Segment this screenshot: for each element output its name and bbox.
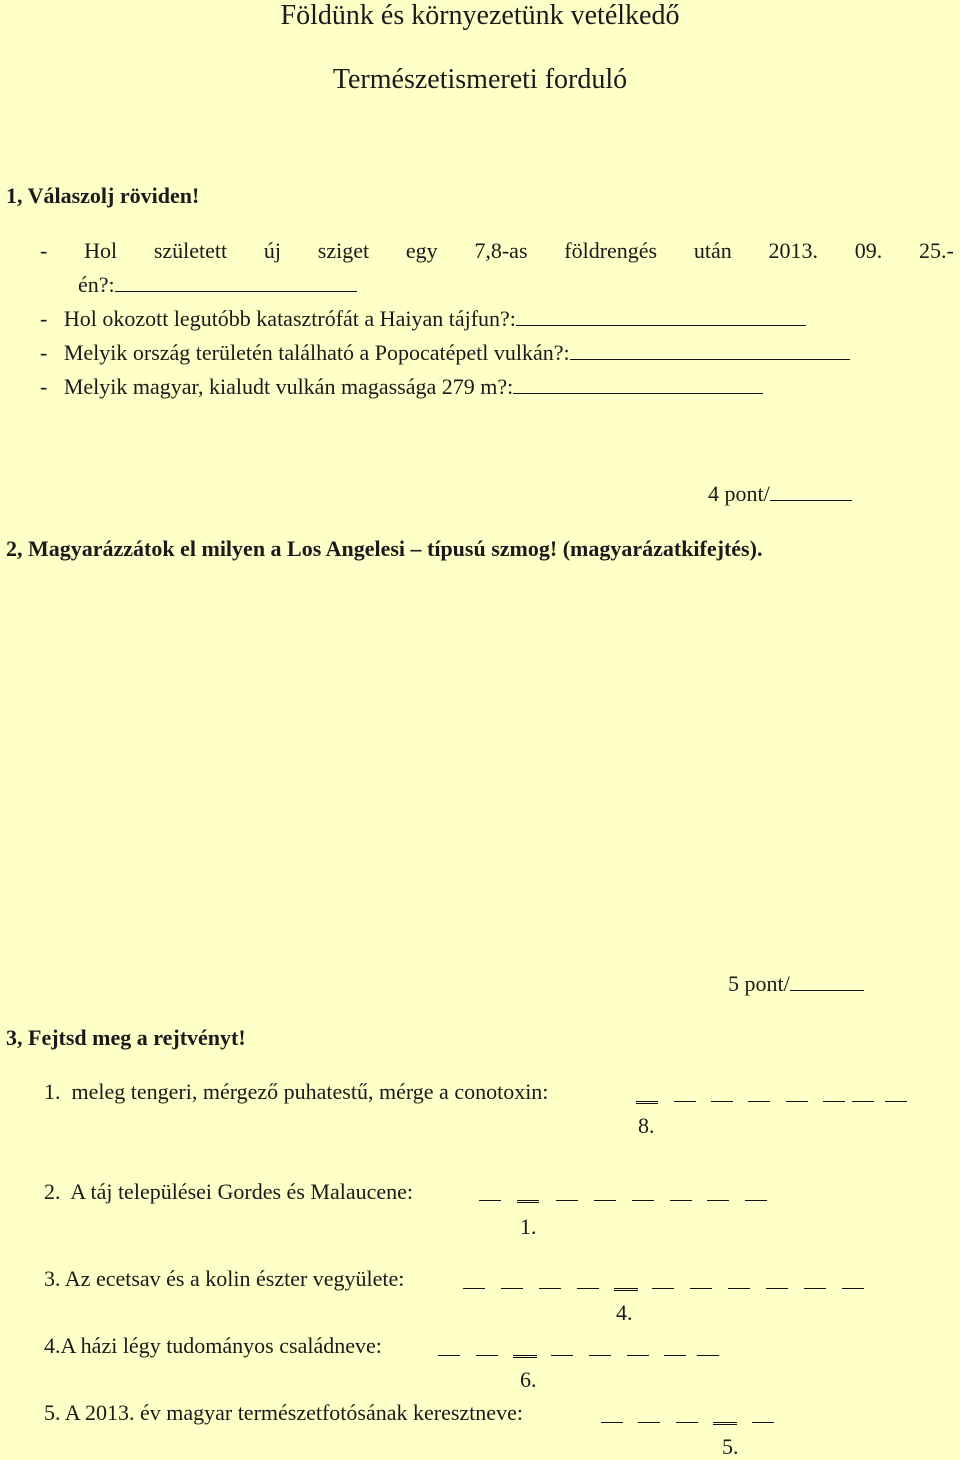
riddle-item-4: 4.A házi légy tudományos családneve: <box>44 1333 382 1358</box>
letter-blank[interactable] <box>852 1101 874 1102</box>
letter-blank[interactable] <box>885 1101 907 1102</box>
q1-word: Hol <box>84 238 118 263</box>
letter-blank[interactable] <box>713 1422 737 1425</box>
letter-blank[interactable] <box>842 1288 864 1289</box>
letter-blank[interactable] <box>517 1200 539 1203</box>
page-title: Földünk és környezetünk vetélkedő <box>280 0 680 31</box>
answer-line-q2[interactable] <box>516 325 806 326</box>
riddle-item-5: 5. A 2013. év magyar természetfotósának keresztneve: <box>44 1400 523 1425</box>
question-2: - Hol okozott legutóbb katasztrófát a Haiyan tájfun?: <box>40 306 806 332</box>
q1-word: sziget <box>317 238 370 263</box>
riddle-item-1: 1. meleg tengeri, mérgező puhatestű, mérge a conotoxin: <box>44 1079 549 1104</box>
riddle-marker-2: 1. <box>520 1214 537 1239</box>
letter-blank[interactable] <box>766 1288 788 1289</box>
letter-blank[interactable] <box>652 1288 674 1289</box>
letter-blank[interactable] <box>664 1355 686 1356</box>
section3-heading: 3, Fejtsd meg a rejtvényt! <box>6 1025 246 1050</box>
letter-blank[interactable] <box>601 1422 623 1423</box>
riddle-marker-5: 5. <box>722 1434 739 1459</box>
section2-score: 5 pont/ <box>728 971 864 997</box>
q1-word: után <box>693 238 732 263</box>
letter-blank[interactable] <box>697 1355 719 1356</box>
section1-heading: 1, Válaszolj röviden! <box>6 183 200 208</box>
letter-blank[interactable] <box>823 1101 845 1102</box>
letter-blank[interactable] <box>513 1355 537 1358</box>
letter-blank[interactable] <box>476 1355 498 1356</box>
letter-blank[interactable] <box>632 1200 654 1201</box>
q1-word: egy <box>405 238 438 263</box>
answer-line-q3[interactable] <box>570 359 850 360</box>
section2-heading: 2, Magyarázzátok el milyen a Los Angelesi – típusú szmog! (magyarázatkifejtés). <box>6 536 763 561</box>
letter-blank[interactable] <box>551 1355 573 1356</box>
letter-blank[interactable] <box>614 1288 638 1291</box>
letter-blank[interactable] <box>674 1101 696 1102</box>
score-line-1[interactable] <box>770 500 852 501</box>
answer-line-q1[interactable] <box>115 291 357 292</box>
letter-blank[interactable] <box>748 1101 770 1102</box>
question-1-continuation: én?: <box>78 272 357 298</box>
letter-blank[interactable] <box>711 1101 733 1102</box>
letter-blank[interactable] <box>556 1200 578 1201</box>
riddle-marker-3: 4. <box>616 1300 633 1325</box>
page-subtitle: Természetismereti forduló <box>332 64 628 95</box>
letter-blank[interactable] <box>670 1200 692 1201</box>
q1-word: 25.- <box>919 238 954 263</box>
score-line-2[interactable] <box>790 990 864 991</box>
question-4: - Melyik magyar, kialudt vulkán magassága 279 m?: <box>40 374 763 400</box>
letter-blank[interactable] <box>577 1288 599 1289</box>
letter-blank[interactable] <box>589 1355 611 1356</box>
letter-blank[interactable] <box>786 1101 808 1102</box>
question-3: - Melyik ország területén található a Popocatépetl vulkán?: <box>40 340 850 366</box>
letter-blank[interactable] <box>728 1288 750 1289</box>
letter-blank[interactable] <box>479 1200 501 1201</box>
letter-blank[interactable] <box>627 1355 649 1356</box>
q1-word: új <box>263 238 282 263</box>
q1-word: 7,8-as <box>474 238 528 263</box>
answer-line-q4[interactable] <box>513 393 763 394</box>
q1-word: földrengés <box>564 238 658 263</box>
letter-blank[interactable] <box>636 1101 658 1104</box>
letter-blank[interactable] <box>463 1288 485 1289</box>
letter-blank[interactable] <box>804 1288 826 1289</box>
letter-blank[interactable] <box>690 1288 712 1289</box>
q1-word: 2013. <box>768 238 819 263</box>
letter-blank[interactable] <box>594 1200 616 1201</box>
section1-score: 4 pont/ <box>708 481 852 507</box>
q1-word: 09. <box>854 238 883 263</box>
riddle-marker-4: 6. <box>520 1367 537 1392</box>
riddle-item-3: 3. Az ecetsav és a kolin észter vegyülete: <box>44 1266 405 1291</box>
letter-blank[interactable] <box>501 1288 523 1289</box>
q1-word: - <box>40 238 48 263</box>
letter-blank[interactable] <box>438 1355 460 1356</box>
letter-blank[interactable] <box>752 1422 774 1423</box>
q1-word: született <box>153 238 228 263</box>
letter-blank[interactable] <box>707 1200 729 1201</box>
letter-blank[interactable] <box>638 1422 660 1423</box>
letter-blank[interactable] <box>745 1200 767 1201</box>
riddle-marker-1: 8. <box>638 1113 655 1138</box>
letter-blank[interactable] <box>676 1422 698 1423</box>
riddle-item-2: 2. A táj települései Gordes és Malaucene: <box>44 1179 413 1204</box>
question-1-line <box>40 238 954 264</box>
letter-blank[interactable] <box>539 1288 561 1289</box>
